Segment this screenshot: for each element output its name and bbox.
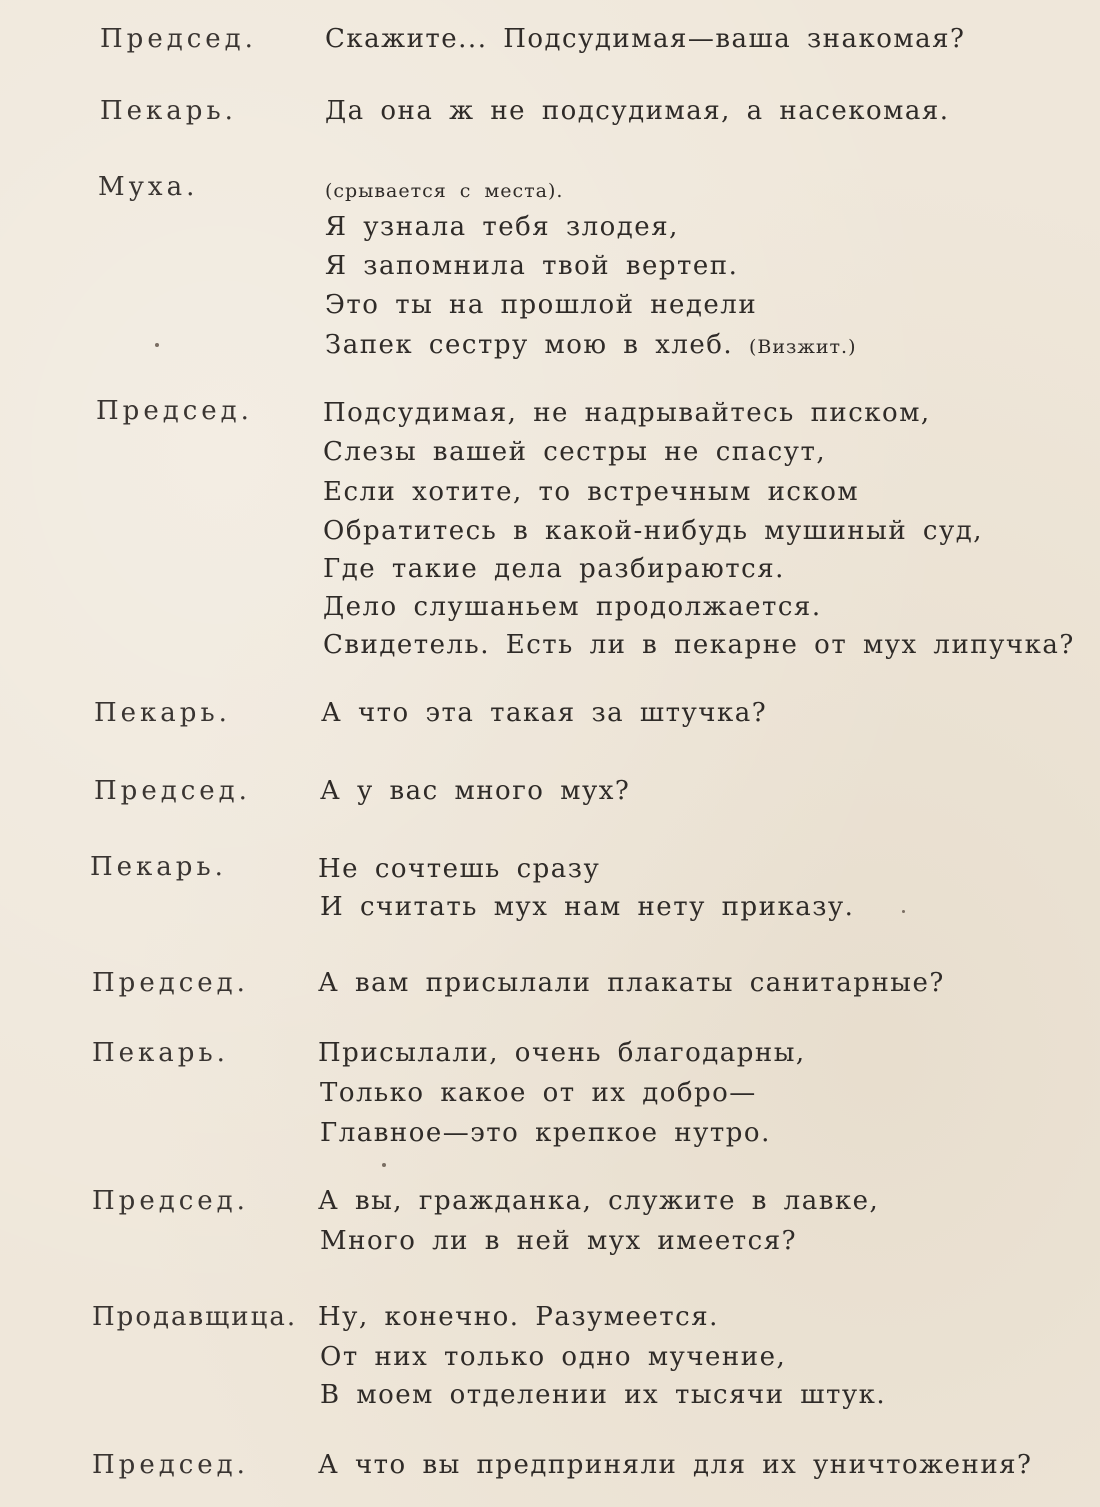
dialogue-line-text: Запек сестру мою в хлеб. (325, 330, 734, 360)
speaker-name: Пекарь. (90, 852, 227, 882)
dialogue-line: А у вас много мух? (320, 776, 631, 806)
dialogue-line: И считать мух нам нету приказу. (320, 892, 855, 922)
speaker-name: Председ. (100, 24, 257, 54)
dialogue-line: Много ли в ней мух имеется? (320, 1226, 798, 1256)
dialogue-line: А вы, гражданка, служите в лавке, (318, 1186, 880, 1216)
speaker-name: Председ. (92, 1186, 249, 1216)
dialogue-line: Скажите... Подсудимая—ваша знакомая? (325, 24, 966, 54)
dialogue-line: Главное—это крепкое нутро. (320, 1118, 771, 1148)
dialogue-line: А вам присылали плакаты санитарные? (318, 968, 945, 998)
dialogue-line (325, 330, 856, 360)
dialogue-line: От них только одно мучение, (320, 1342, 787, 1372)
dialogue-line: А что вы предприняли для их уничтожения? (318, 1450, 1033, 1480)
trailing-stage-direction: (Визжит.) (748, 336, 857, 358)
dialogue-line: В моем отделении их тысячи штук. (320, 1380, 887, 1410)
dialogue-line: Только какое от их добро— (320, 1078, 757, 1108)
speaker-name: Пекарь. (100, 96, 237, 126)
dialogue-line: А что эта такая за штучка? (321, 698, 768, 728)
speaker-name: Председ. (92, 1450, 249, 1480)
speaker-name: Продавщица. (92, 1302, 298, 1332)
speaker-name: Пекарь. (94, 698, 231, 728)
dialogue-line: Присылали, очень благодарны, (318, 1038, 806, 1068)
speaker-name: Председ. (94, 776, 251, 806)
stage-direction: (срывается с места). (325, 180, 564, 202)
dialogue-line: Я запомнила твой вертеп. (325, 251, 739, 281)
dialogue-line: Обратитесь в какой-нибудь мушиный суд, (323, 516, 984, 546)
paper-speck (155, 343, 159, 347)
dialogue-line: Ну, конечно. Разумеется. (318, 1302, 719, 1332)
dialogue-line: Подсудимая, не надрывайтесь писком, (323, 398, 931, 428)
speaker-name: Председ. (92, 968, 249, 998)
dialogue-line: Это ты на прошлой недели (325, 290, 758, 320)
dialogue-line: Я узнала тебя злодея, (325, 212, 679, 242)
speaker-name: Муха. (98, 172, 199, 202)
speaker-name: Председ. (96, 396, 253, 426)
dialogue-line: Дело слушаньем продолжается. (323, 592, 822, 622)
speaker-name: Пекарь. (92, 1038, 229, 1068)
dialogue-line: Свидетель. Есть ли в пекарне от мух липучка? (323, 630, 1075, 660)
dialogue-line: Да она ж не подсудимая, а насекомая. (325, 96, 950, 126)
dialogue-line: Если хотите, то встречным иском (323, 477, 860, 507)
paper-speck (902, 910, 905, 913)
dialogue-line: Не сочтешь сразу (318, 854, 601, 884)
paper-speck (382, 1163, 386, 1167)
dialogue-line: Где такие дела разбираются. (323, 554, 785, 584)
dialogue-line: Слезы вашей сестры не спасут, (323, 437, 827, 467)
